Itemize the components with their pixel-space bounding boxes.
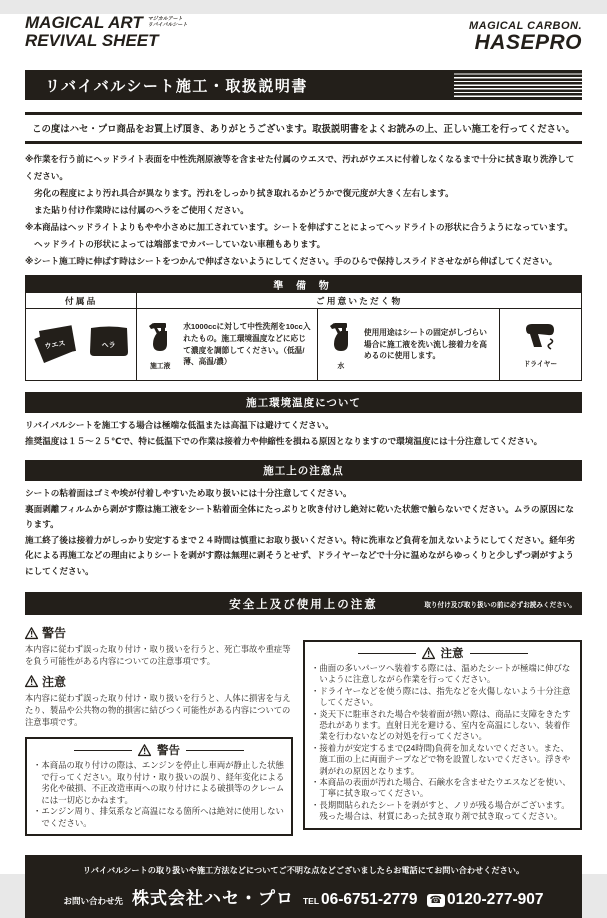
- squeegee-icon: [87, 324, 131, 365]
- intro-note: ※本商品はヘッドライトよりもやや小さめに加工されています。シートを伸ばすことによってヘッドライトの形状に合うようになっています。: [25, 222, 573, 232]
- page-title: リバイバルシート施工・取扱説明書: [45, 77, 308, 95]
- phone-number: [303, 891, 418, 909]
- greeting-banner: この度はハセ・プロ商品をお買上げ頂き、ありがとうございます。取扱説明書をよくお読みの上、正しい施工を行ってください。: [25, 112, 582, 144]
- column-header-accessories: 付属品: [26, 293, 137, 309]
- caution-box-item: ・本商品の表面が汚れた場合、石鹸水を含ませたウエスなどを使い、丁寧に拭き取ってください。: [311, 777, 571, 799]
- solution-text: 水1000ccに対して中性洗剤を10cc入れたもの。施工環境温度などに応じて濃度を調節してください。（低温/薄、高温/濃）: [183, 322, 311, 367]
- dash-decoration: [470, 653, 528, 654]
- dash-decoration: [358, 653, 416, 654]
- warning-heading-label: 警告: [42, 626, 67, 640]
- caution-box-item: ・長期間貼られたシートを剥がすと、ノリが残る場合がございます。残った場合は、材質にあった拭き取り剤で拭き取ってください。: [311, 799, 570, 822]
- caution-description: 本内容に従わず誤った取り付け・取り扱いを行うと、人体に損害を与えたり、製品や公共物の物的損害に結びつく可能性がある内容についての注意事項です。: [25, 692, 291, 728]
- safety-title: 安全上及び使用上の注意: [229, 598, 378, 611]
- title-bar: [25, 70, 582, 100]
- stripes-decoration-icon: [454, 71, 582, 99]
- logo-hasepro-text: HASEPRO: [474, 31, 582, 54]
- caution-box-label: 注意: [440, 648, 464, 660]
- intro-note: また貼り付け作業時には付属のヘラをご使用ください。: [34, 205, 249, 215]
- document-page: [0, 13, 607, 908]
- warning-box: [25, 737, 293, 835]
- intro-note: ※シート施工時に伸ばす時はシートをつかんで伸ばさないようにしてください。手のひらで保持しスライドさせながら伸ばしてください。: [25, 256, 558, 266]
- solution-cell: [137, 309, 318, 381]
- intro-note: ヘッドライトの形状によっては端部までカバーしていない車種もあります。: [34, 239, 326, 249]
- cloth-icon: [32, 320, 78, 369]
- water-text: 使用用途はシートの固定がしづらい場合に施工液を洗い流し接着力を高めるのに使用します。: [363, 328, 487, 361]
- warning-triangle-icon: [138, 744, 151, 756]
- squeegee-label: ヘラ: [101, 341, 116, 349]
- work-note-line: 裏面剥離フィルムから剥がす際は施工液をシート粘着面全体にたっぷりと吹き付けし絶対に乾いた状態で触らないでください。ムラの原因になります。: [25, 503, 574, 529]
- header: [25, 14, 582, 60]
- footer-inquiry-line: リバイバルシートの取り扱いや施工方法などについてご不明な点などございましたらお電話にてお問い合わせください。: [82, 866, 525, 875]
- safety-columns: [25, 619, 582, 849]
- freedial-icon: ☎: [427, 894, 445, 907]
- section-title-temperature: 施工環境温度について: [25, 392, 582, 413]
- warning-heading: [25, 624, 293, 641]
- safety-left-column: [25, 619, 293, 849]
- logo-revival-sheet-text: REVIVAL SHEET: [25, 30, 159, 50]
- cloth-label: ウエス: [43, 339, 66, 351]
- contact-label: お問い合わせ先: [63, 896, 123, 906]
- safety-right-column: [303, 619, 582, 849]
- freedial-number: [427, 891, 544, 909]
- footer-contact: [25, 855, 582, 918]
- temperature-line: リバイバルシートを施工する場合は極端な低温または高温下は避けてください。: [25, 420, 334, 430]
- temperature-section-body: [25, 418, 582, 449]
- caution-box: [303, 640, 582, 830]
- section-title-work-notes: 施工上の注意点: [25, 460, 582, 481]
- spray-bottle-icon: [148, 320, 172, 359]
- water-cell: [317, 309, 499, 381]
- warning-box-item: ・本商品の取り付けの際は、エンジンを停止し車両が静止した状態で行ってください。取り付け・取り扱いの誤り、経年変化による劣化や破損、不正改造車両への取り付けによる破損等のクレームには一切応じかねます。: [33, 760, 285, 805]
- temperature-line: 推奨温度は１５～２５℃で、特に低温下での作業は接着力や伸縮性を損ねる原因となりますので環境温度には十分注意してください。: [25, 435, 543, 446]
- warning-triangle-icon: [25, 627, 38, 639]
- caution-box-item: ・炎天下に駐車された場合や装着面が熱い際は、商品に支障をきたす恐れがあります。直射日光を避ける、室内を高温にしない、装着作業を行わないなどの対処を行ってください。: [311, 708, 571, 742]
- dryer-label: ドライヤー: [523, 361, 558, 368]
- warning-box-item: ・エンジン周り、排気系など高温になる箇所へは絶対に使用しないでください。: [33, 806, 284, 828]
- intro-note: ※作業を行う前にヘッドライト表面を中性洗剤原液等を含ませた付属のウエスで、汚れがウエスに付着しなくなるまで十分に拭き取り洗浄してください。: [25, 154, 575, 181]
- company-name: 株式会社ハセ・プロ: [131, 889, 294, 908]
- caution-box-item: ・曲面の多いパーツへ装着する際には、温めたシートが極端に伸びないように注意しながら作業を行ってください。: [311, 663, 571, 685]
- hair-dryer-icon: [522, 321, 558, 356]
- work-note-line: シートの粘着面はゴミや埃が付着しやすいため取り扱いには十分注意してください。: [25, 488, 352, 498]
- caution-box-item: ・接着力が安定するまで(24時間)負荷を加えないでください。また、施工面の上に両面テープなどで物を設置しないでください。浮きや剥がれの原因となります。: [311, 742, 571, 776]
- caution-heading: [25, 673, 293, 690]
- preparation-table: [25, 275, 582, 381]
- warning-box-label: 警告: [157, 745, 180, 758]
- logo-magical-art-text: MAGICAL ART: [25, 13, 143, 32]
- logo-magical-carbon-text: MAGICAL CARBON.: [468, 20, 582, 32]
- magical-art-logo: [25, 14, 187, 50]
- preparation-table-title: 準 備 物: [26, 276, 582, 293]
- section-title-safety: [25, 592, 582, 615]
- dryer-cell: [499, 309, 581, 381]
- dash-decoration: [186, 750, 244, 751]
- hasepro-logo: [469, 20, 582, 53]
- column-header-provide: ご用意いただく物: [137, 293, 582, 309]
- warning-description: 本内容に従わず誤った取り付け・取り扱いを行うと、死亡事故や重症等を負う可能性がある内容についての注意事項です。: [25, 644, 291, 667]
- warning-box-title: [33, 742, 285, 758]
- dash-decoration: [74, 750, 132, 751]
- warning-triangle-icon: [422, 647, 435, 659]
- solution-label: 施工液: [149, 362, 171, 370]
- work-notes-section-body: [25, 486, 582, 579]
- freedial-digits: 0120-277-907: [447, 891, 544, 908]
- caution-box-item: ・ドライヤーなどを使う際には、指先などを火傷しないよう十分注意してください。: [311, 685, 571, 708]
- safety-subtitle: 取り付け及び取り扱いの前に必ずお読みください。: [424, 601, 576, 609]
- footer-contact-line: [31, 884, 576, 909]
- logo-japanese-line1: マジカルアート: [147, 16, 183, 22]
- tel-label: TEL: [302, 896, 320, 906]
- intro-note: 劣化の程度により汚れ具合が異なります。汚れをしっかり拭き取れるかどうかで復元度が大きく左右します。: [34, 188, 454, 198]
- accessories-cell: [26, 309, 137, 381]
- logo-japanese-subtext: [148, 16, 188, 28]
- logo-japanese-line2: リバイバルシート: [147, 22, 188, 28]
- tel-number: 06-6751-2779: [321, 891, 418, 908]
- intro-notes: [25, 151, 582, 270]
- spray-bottle-icon: [329, 320, 353, 359]
- warning-triangle-icon: [25, 675, 38, 687]
- caution-box-title: [311, 645, 574, 661]
- caution-heading-label: 注意: [42, 674, 67, 689]
- water-label: 水: [337, 362, 345, 370]
- work-note-line: 施工終了後は接着力がしっかり安定するまで２４時間は慎重にお取り扱いください。特に洗車など負荷を加えないようにしてください。経年劣化による再施工などの理由によりシートを剥がす際は無理に剥そうとせず、ドライヤーなどで十分に温めながらゆっくりと少しずつ剥がすようにしてください。: [25, 534, 576, 576]
